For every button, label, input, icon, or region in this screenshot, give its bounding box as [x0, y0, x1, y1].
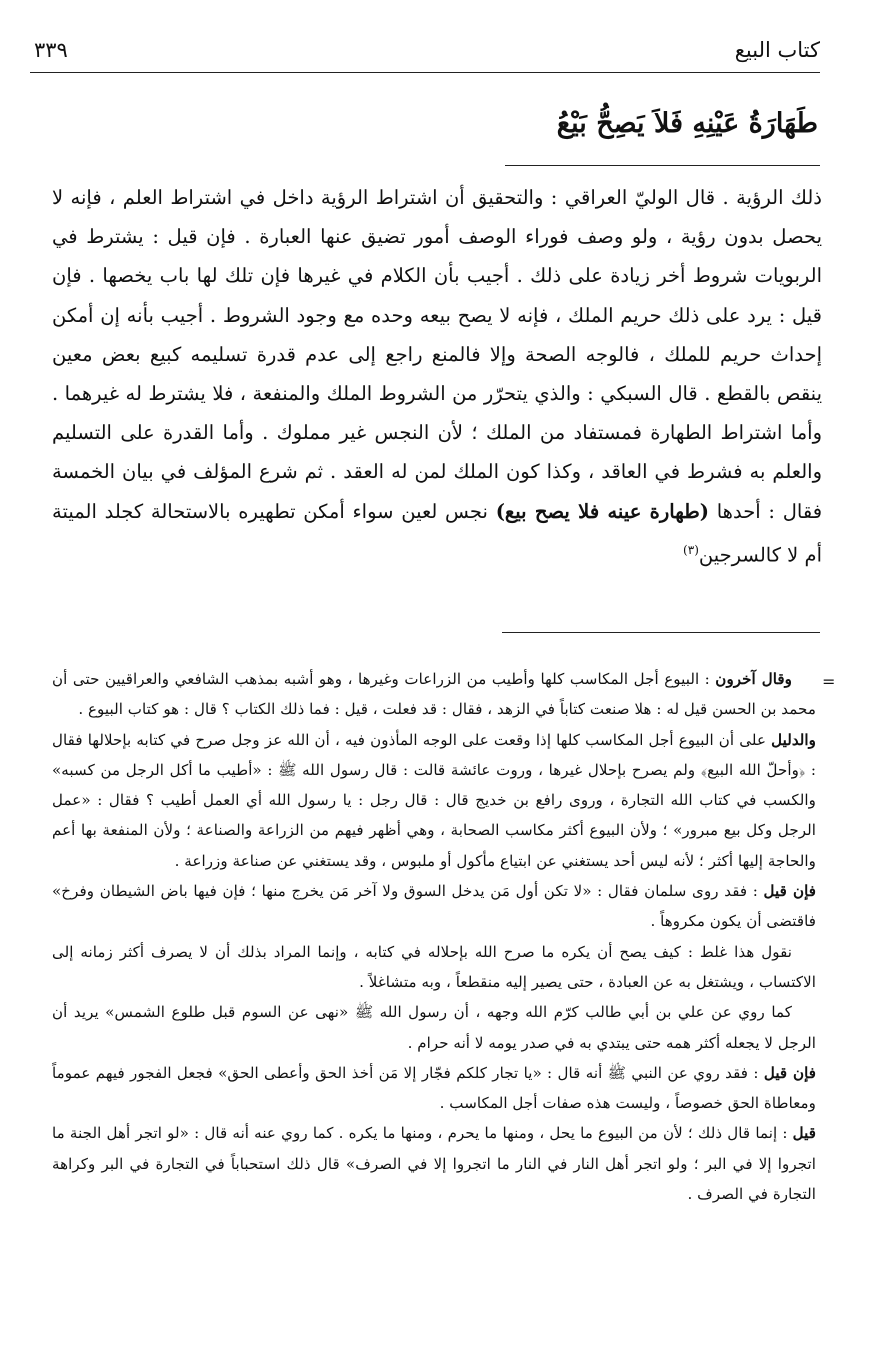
note-text: : فقد روي عن النبي ﷺ أنه قال : «يا تجار كلكم فجّار إلا مَن أخذ الحق وأعطى الحق» فجعل الفجور فيهم عموماً ومعاطاة الحق خصوصاً ، وليست هذه صفات أجل المكاسب .: [52, 1063, 816, 1113]
note-label: وقال آخرون: [715, 670, 792, 688]
commentary: [52, 178, 822, 575]
note-text: كما روي عن علي بن أبي طالب كرّم الله وجهه ، أن رسول الله ﷺ «نهى عن السوم قبل طلوع الشمس» يريد أن الرجل لا يجعله أكثر همه حتى يبتدي به في صدر يومه لا أنه حرام .: [52, 1003, 816, 1052]
book-title: كتاب البيع: [734, 38, 820, 62]
note-text: : البيوع أجل المكاسب كلها وأطيب من الزراعات وغيرها ، وهو أشبه بمذهب الشافعي والعراقيين حتى أن محمد بن الحسن قيل له : هلا صنعت كتاباً في الزهد ، فقال : قد فعلت ، قيل : فما ذلك الكتاب ؟ قال : هو كتاب البيوع .: [52, 670, 816, 719]
page-number: ٣٣٩: [34, 38, 68, 62]
note-text: نقول هذا غلط : كيف يصح أن يكره ما صرح الله بإحلاله في كتابه ، وإنما المراد بذلك أن لا يصرف أكثر زمانه إلى الاكتساب ، ويشتغل به عن العبادة ، حتى يصير إليه منقطعاً ، وبه متشاغلاً .: [52, 942, 816, 991]
footnote-paragraph: [52, 1118, 816, 1209]
footnote-paragraph: [52, 937, 816, 998]
matn-quote: (طهارة عينه فلا يصح بيع): [495, 499, 709, 523]
footnotes: [52, 664, 816, 1209]
note-text: على أن البيوع أجل المكاسب كلها إذا وقعت على الوجه المأذون فيه ، أن الله عز وجل صرح في كتابه بإحلالها فقال : ﴿وأحلّ الله البيع﴾ ولم يصرح بإحلال غيرها ، وروت عائشة قالت : قال رسول الله ﷺ : «أطيب ما أكل الرجل من كسبه» والكسب في كتاب الله التجارة ، وروى رافع بن خديج قال : قال رجل : يا رسول الله أي العمل أطيب ؟ فقال : «عمل الرجل وكل بيع مبرور» ؛ ولأن البيوع أكثر مكاسب الصحابة ، وهي أظهر فيهم من الزراعة والصناعة ؛ ولأن المنفعة بها أعم والحاجة إليها أكثر ؛ لأنه ليس أحد يستغني عن ابتياع مأكول أو ملبوس ، وقد يستغني عن صناعة وزراعة .: [52, 730, 816, 870]
footnote-reference: (٣): [683, 542, 699, 557]
header-rule: [30, 72, 820, 73]
commentary-text-tail: نجس لعين سواء أمكن تطهيره بالاستحالة كجلد الميتة أم لا كالسرجين: [52, 499, 822, 567]
commentary-paragraph: [52, 178, 822, 575]
note-text: : فقد روى سلمان فقال : «لا تكن أول مَن يدخل السوق ولا آخر مَن يخرج منها ؛ فإن فيها باض الشيطان وفرخ» فاقتضى أن يكون مكروهاً .: [52, 882, 816, 931]
note-label: قيل: [792, 1124, 817, 1143]
footnote-paragraph: [52, 664, 816, 725]
note-label: فإن قيل: [763, 882, 816, 901]
footnote-paragraph: [52, 725, 816, 876]
matn-rule: [505, 165, 820, 166]
continuation-mark: =: [822, 672, 836, 691]
running-head: [34, 38, 820, 72]
footnote-paragraph: [52, 997, 816, 1058]
note-label: فإن قيل: [763, 1063, 816, 1082]
footnote-paragraph: [52, 1058, 816, 1119]
note-label: والدليل: [771, 730, 816, 749]
commentary-text: ذلك الرؤية . قال الوليّ العراقي : والتحقيق أن اشتراط الرؤية داخل في اشتراط العلم ، فإنه لا يحصل بدون رؤية ، ولو وصف فوراء الوصف أمور تضيق عنها العبارة . فإن قيل : يشترط في الربويات شروط أخر زيادة على ذلك . أجيب بأن الكلام في غيرها فإن تلك لها باب يخصها . فإن قيل : يرد على ذلك حريم الملك ، فإنه لا يصح بيعه وحده مع وجود الشروط . أجيب بأنه إن أمكن إحداث حريم للملك ، فالوجه الصحة وإلا فالمنع راجع إلى عدم قدرة تسليمه كبيع بعض معين ينقص بالقطع . قال السبكي : والذي يتحرّر من الشروط الملك والمنفعة ، فلا يشترط له غيرهما . وأما اشتراط الطهارة فمستفاد من الملك ؛ لأن النجس غير مملوك . وأما القدرة على التسليم والعلم به فشرط في العاقد ، وكذا كون الملك لمن له العقد . ثم شرع المؤلف في بيان الخمسة فقال : أحدها: [52, 186, 823, 523]
note-text: : إنما قال ذلك ؛ لأن من البيوع ما يحل ، ومنها ما يحرم ، ومنها ما يكره . كما روي عنه أنه قال : «لو اتجر أهل الجنة ما اتجروا إلا في البر ؛ ولو اتجر أهل النار في النار ما اتجروا إلا في الصرف» قال ذلك استحباباً في التجارة في البر وكراهة التجارة في الصرف .: [52, 1124, 816, 1204]
footnote-paragraph: [52, 876, 816, 937]
matn-text: طَهَارَةُ عَيْنِهِ فَلاَ يَصِحُّ بَيْعُ: [556, 108, 818, 139]
footnote-rule: [502, 632, 820, 633]
